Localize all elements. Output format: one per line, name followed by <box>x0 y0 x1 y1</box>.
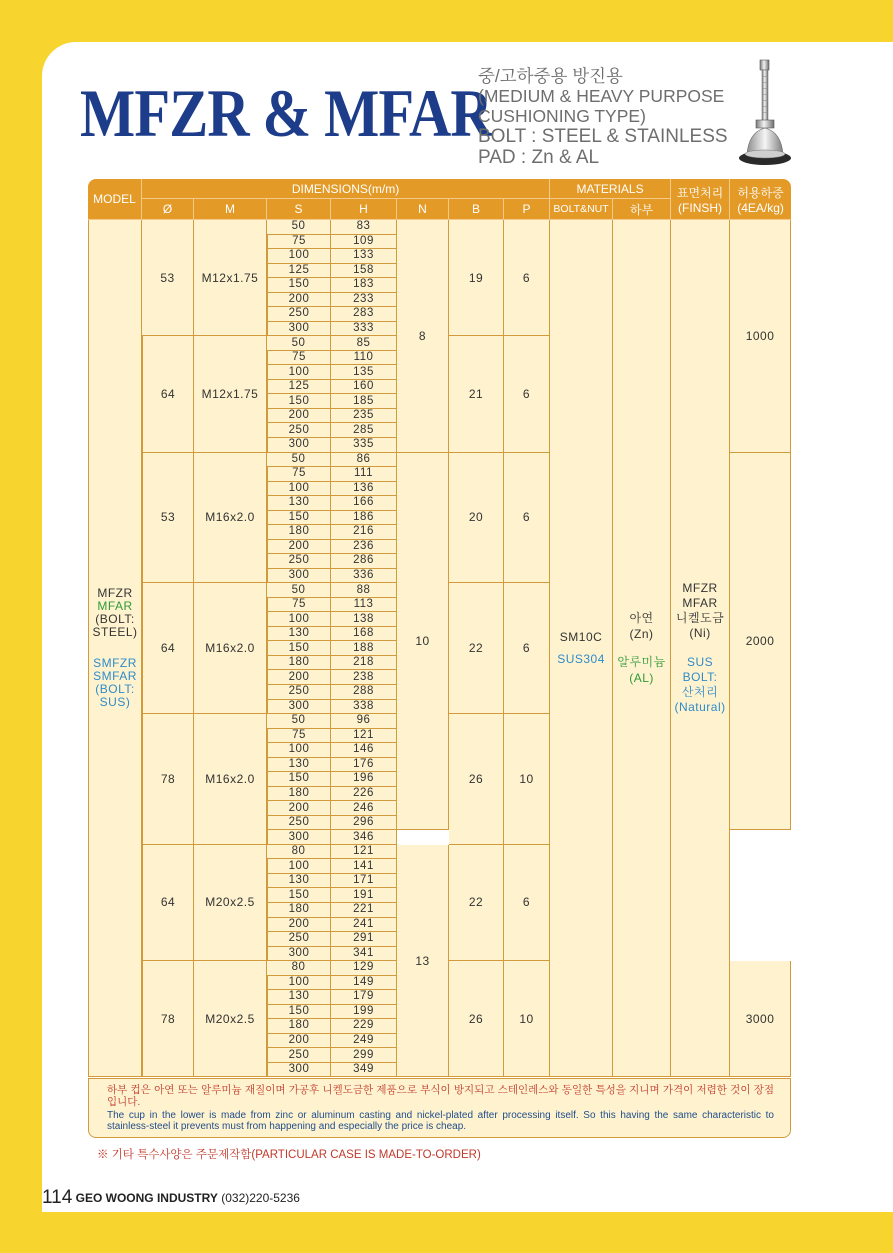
s-cell: 250 <box>267 685 331 700</box>
s-cell: 150 <box>267 511 331 526</box>
b-cell: 22 <box>449 845 504 961</box>
b-cell: 26 <box>449 961 504 1077</box>
s-cell: 50 <box>267 453 331 468</box>
s-cell: 100 <box>267 482 331 497</box>
header-finish <box>671 179 730 220</box>
finish-natural-ko: 산처리 <box>681 685 719 700</box>
h-cell: 158 <box>331 264 397 279</box>
h-cell: 338 <box>331 700 397 715</box>
s-cell: 50 <box>267 336 331 351</box>
s-cell: 200 <box>267 540 331 555</box>
s-cell: 50 <box>267 220 331 235</box>
page-title: MFZR & MFAR <box>80 75 492 151</box>
s-cell: 100 <box>267 612 331 627</box>
h-cell: 299 <box>331 1048 397 1063</box>
header-s: S <box>267 199 331 220</box>
thread-cell: M16x2.0 <box>194 453 267 584</box>
h-cell: 283 <box>331 307 397 322</box>
s-cell: 130 <box>267 758 331 773</box>
leveling-foot-image <box>735 58 795 170</box>
s-cell: 75 <box>267 467 331 482</box>
s-cell: 300 <box>267 438 331 453</box>
s-cell: 250 <box>267 816 331 831</box>
h-cell: 149 <box>331 976 397 991</box>
h-cell: 111 <box>331 467 397 482</box>
header-b: B <box>449 199 504 220</box>
h-cell: 146 <box>331 743 397 758</box>
h-cell: 188 <box>331 641 397 656</box>
s-cell: 125 <box>267 264 331 279</box>
header-m: M <box>194 199 267 220</box>
s-cell: 200 <box>267 801 331 816</box>
lower-spacer <box>613 642 670 654</box>
s-cell: 180 <box>267 1019 331 1034</box>
h-cell: 349 <box>331 1063 397 1078</box>
s-cell: 250 <box>267 307 331 322</box>
h-cell: 221 <box>331 903 397 918</box>
s-cell: 180 <box>267 525 331 540</box>
header-lower: 하부 <box>613 199 671 220</box>
note-korean: 하부 컵은 아연 또는 알루미늄 재질이며 가공후 니켈도금한 제품으로 부식이 방지되고 스테인레스와 동일한 특성을 지니며 가격이 저렴한 것이 장점입니다. <box>107 1084 774 1108</box>
model-spacer <box>89 639 141 657</box>
s-cell: 180 <box>267 903 331 918</box>
h-cell: 176 <box>331 758 397 773</box>
model-smfar: SMFAR <box>93 669 137 684</box>
h-cell: 246 <box>331 801 397 816</box>
s-cell: 125 <box>267 380 331 395</box>
thread-cell: M20x2.5 <box>194 961 267 1077</box>
s-cell: 100 <box>267 365 331 380</box>
s-cell: 200 <box>267 918 331 933</box>
s-cell: 100 <box>267 976 331 991</box>
h-cell: 109 <box>331 235 397 250</box>
h-cell: 96 <box>331 714 397 729</box>
h-cell: 296 <box>331 816 397 831</box>
h-cell: 85 <box>331 336 397 351</box>
h-cell: 226 <box>331 787 397 802</box>
model-mfar: MFAR <box>97 599 133 614</box>
h-cell: 336 <box>331 569 397 584</box>
header-dimensions: DIMENSIONS(m/m) <box>142 179 550 199</box>
s-cell: 100 <box>267 249 331 264</box>
h-cell: 129 <box>331 961 397 976</box>
phi-cell: 53 <box>142 220 194 336</box>
s-cell: 130 <box>267 990 331 1005</box>
s-cell: 150 <box>267 1005 331 1020</box>
bolt-spec: BOLT : STEEL & STAINLESS <box>478 126 728 147</box>
company-phone: (032)220-5236 <box>221 1191 300 1205</box>
s-cell: 300 <box>267 947 331 962</box>
finish-spacer <box>671 641 729 655</box>
lower-material-cell <box>613 220 671 1077</box>
h-cell: 346 <box>331 830 397 845</box>
thread-cell: M12x1.75 <box>194 220 267 336</box>
page-number: 114 <box>42 1187 73 1208</box>
header-p: P <box>504 199 550 220</box>
phi-cell: 78 <box>142 714 194 845</box>
h-cell: 121 <box>331 845 397 860</box>
finish-sus: SUS <box>686 655 714 670</box>
s-cell: 200 <box>267 670 331 685</box>
header-phi: Ø <box>142 199 194 220</box>
model-cell <box>88 220 142 1077</box>
s-cell: 75 <box>267 351 331 366</box>
h-cell: 199 <box>331 1005 397 1020</box>
s-cell: 300 <box>267 830 331 845</box>
p-cell: 6 <box>504 336 550 452</box>
h-cell: 121 <box>331 729 397 744</box>
s-cell: 300 <box>267 700 331 715</box>
s-cell: 75 <box>267 235 331 250</box>
s-cell: 200 <box>267 1034 331 1049</box>
finish-natural-en: (Natural) <box>674 700 726 715</box>
model-sus-bolt-label: (BOLT: <box>95 682 135 697</box>
s-cell: 130 <box>267 496 331 511</box>
header-model: MODEL <box>88 179 142 220</box>
h-cell: 166 <box>331 496 397 511</box>
h-cell: 138 <box>331 612 397 627</box>
pad-spec: PAD : Zn & AL <box>478 147 600 168</box>
phi-cell: 53 <box>142 453 194 584</box>
subtitle-block <box>478 66 728 168</box>
h-cell: 341 <box>331 947 397 962</box>
h-cell: 229 <box>331 1019 397 1034</box>
p-cell: 10 <box>504 714 550 845</box>
bolt-nut-cell <box>550 220 613 1077</box>
h-cell: 238 <box>331 670 397 685</box>
h-cell: 291 <box>331 932 397 947</box>
h-cell: 133 <box>331 249 397 264</box>
n-cell: 10 <box>397 453 449 831</box>
s-cell: 50 <box>267 583 331 598</box>
h-cell: 286 <box>331 554 397 569</box>
model-mfzr: MFZR <box>97 586 133 601</box>
b-cell: 21 <box>449 336 504 452</box>
h-cell: 236 <box>331 540 397 555</box>
header-n: N <box>397 199 449 220</box>
table-row <box>88 220 791 235</box>
lower-al-en: (AL) <box>629 671 654 686</box>
finish-bolt: BOLT: <box>682 670 718 685</box>
h-cell: 136 <box>331 482 397 497</box>
phi-cell: 64 <box>142 845 194 961</box>
s-cell: 300 <box>267 569 331 584</box>
s-cell: 80 <box>267 961 331 976</box>
special-order-note: ※ 기타 특수사양은 주문제작함(PARTICULAR CASE IS MADE-TO-ORDER) <box>97 1149 481 1161</box>
lower-al-ko: 알루미늄 <box>617 655 666 670</box>
s-cell: 300 <box>267 1063 331 1078</box>
s-cell: 150 <box>267 888 331 903</box>
h-cell: 183 <box>331 278 397 293</box>
s-cell: 200 <box>267 293 331 308</box>
load-cell: 2000 <box>730 453 791 831</box>
s-cell: 50 <box>267 714 331 729</box>
h-cell: 333 <box>331 322 397 337</box>
s-cell: 150 <box>267 772 331 787</box>
header-finish-en: (FINSH) <box>678 200 723 215</box>
n-cell: 13 <box>397 845 449 1078</box>
h-cell: 235 <box>331 409 397 424</box>
b-cell: 26 <box>449 714 504 845</box>
p-cell: 6 <box>504 220 550 336</box>
h-cell: 335 <box>331 438 397 453</box>
h-cell: 171 <box>331 874 397 889</box>
n-cell: 8 <box>397 220 449 453</box>
s-cell: 150 <box>267 394 331 409</box>
p-cell: 6 <box>504 583 550 714</box>
finish-mfzr: MFZR <box>682 581 718 596</box>
subtitle-english-1: (MEDIUM & HEAVY PURPOSE <box>478 86 725 106</box>
s-cell: 75 <box>267 598 331 613</box>
spec-table <box>88 179 791 1077</box>
company-name: GEO WOONG INDUSTRY <box>75 1191 218 1205</box>
header-h: H <box>331 199 397 220</box>
footer <box>42 1187 300 1209</box>
header-finish-ko: 표면처리 <box>676 185 724 200</box>
h-cell: 160 <box>331 380 397 395</box>
subtitle-korean: 중/고하중용 방진용 <box>478 66 623 86</box>
phi-cell: 64 <box>142 336 194 452</box>
header-materials: MATERIALS <box>550 179 671 199</box>
header-bolt-nut: BOLT&NUT <box>550 199 613 220</box>
s-cell: 250 <box>267 554 331 569</box>
load-cell: 3000 <box>730 961 791 1077</box>
thread-cell: M16x2.0 <box>194 714 267 845</box>
h-cell: 141 <box>331 859 397 874</box>
model-bolt-label: (BOLT: <box>95 612 135 627</box>
h-cell: 216 <box>331 525 397 540</box>
model-smfzr: SMFZR <box>93 656 137 671</box>
bolt-nut-sus: SUS304 <box>557 652 605 667</box>
h-cell: 249 <box>331 1034 397 1049</box>
s-cell: 150 <box>267 641 331 656</box>
phi-cell: 78 <box>142 961 194 1077</box>
h-cell: 233 <box>331 293 397 308</box>
p-cell: 10 <box>504 961 550 1077</box>
h-cell: 218 <box>331 656 397 671</box>
finish-mfar: MFAR <box>682 596 718 611</box>
thread-cell: M20x2.5 <box>194 845 267 961</box>
b-cell: 20 <box>449 453 504 584</box>
lower-zn-en: (Zn) <box>629 627 654 642</box>
h-cell: 191 <box>331 888 397 903</box>
p-cell: 6 <box>504 453 550 584</box>
s-cell: 130 <box>267 627 331 642</box>
s-cell: 180 <box>267 656 331 671</box>
model-sus-label: SUS) <box>99 695 131 710</box>
s-cell: 80 <box>267 845 331 860</box>
h-cell: 179 <box>331 990 397 1005</box>
h-cell: 241 <box>331 918 397 933</box>
s-cell: 250 <box>267 1048 331 1063</box>
s-cell: 100 <box>267 743 331 758</box>
p-cell: 6 <box>504 845 550 961</box>
b-cell: 22 <box>449 583 504 714</box>
lower-zn-ko: 아연 <box>629 611 654 626</box>
thread-cell: M12x1.75 <box>194 336 267 452</box>
s-cell: 150 <box>267 278 331 293</box>
phi-cell: 64 <box>142 583 194 714</box>
finish-nickel-ko: 니켈도금 <box>675 611 725 626</box>
s-cell: 300 <box>267 322 331 337</box>
bolt-nut-steel: SM10C <box>559 630 603 645</box>
header-load <box>730 179 791 220</box>
h-cell: 135 <box>331 365 397 380</box>
load-cell: 1000 <box>730 220 791 453</box>
h-cell: 83 <box>331 220 397 235</box>
h-cell: 196 <box>331 772 397 787</box>
thread-cell: M16x2.0 <box>194 583 267 714</box>
s-cell: 200 <box>267 409 331 424</box>
finish-cell <box>671 220 730 1077</box>
subtitle-english-2: CUSHIONING TYPE) <box>478 106 646 126</box>
note-box <box>88 1078 791 1138</box>
s-cell: 100 <box>267 859 331 874</box>
s-cell: 180 <box>267 787 331 802</box>
h-cell: 110 <box>331 351 397 366</box>
note-english: The cup in the lower is made from zinc or aluminum casting and nickel-plated after processing itself. So this having the same characteristic to stainless-steel it prevents must from happening and especially the price is cheap. <box>107 1110 774 1132</box>
h-cell: 288 <box>331 685 397 700</box>
s-cell: 130 <box>267 874 331 889</box>
model-steel-label: STEEL) <box>92 625 138 640</box>
finish-nickel-en: (Ni) <box>689 626 711 641</box>
h-cell: 186 <box>331 511 397 526</box>
h-cell: 86 <box>331 453 397 468</box>
s-cell: 250 <box>267 423 331 438</box>
header-load-ko: 허용하중 <box>737 185 784 200</box>
h-cell: 113 <box>331 598 397 613</box>
h-cell: 168 <box>331 627 397 642</box>
header-load-en: (4EA/kg) <box>737 200 784 215</box>
b-cell: 19 <box>449 220 504 336</box>
s-cell: 250 <box>267 932 331 947</box>
s-cell: 75 <box>267 729 331 744</box>
h-cell: 88 <box>331 583 397 598</box>
h-cell: 185 <box>331 394 397 409</box>
h-cell: 285 <box>331 423 397 438</box>
